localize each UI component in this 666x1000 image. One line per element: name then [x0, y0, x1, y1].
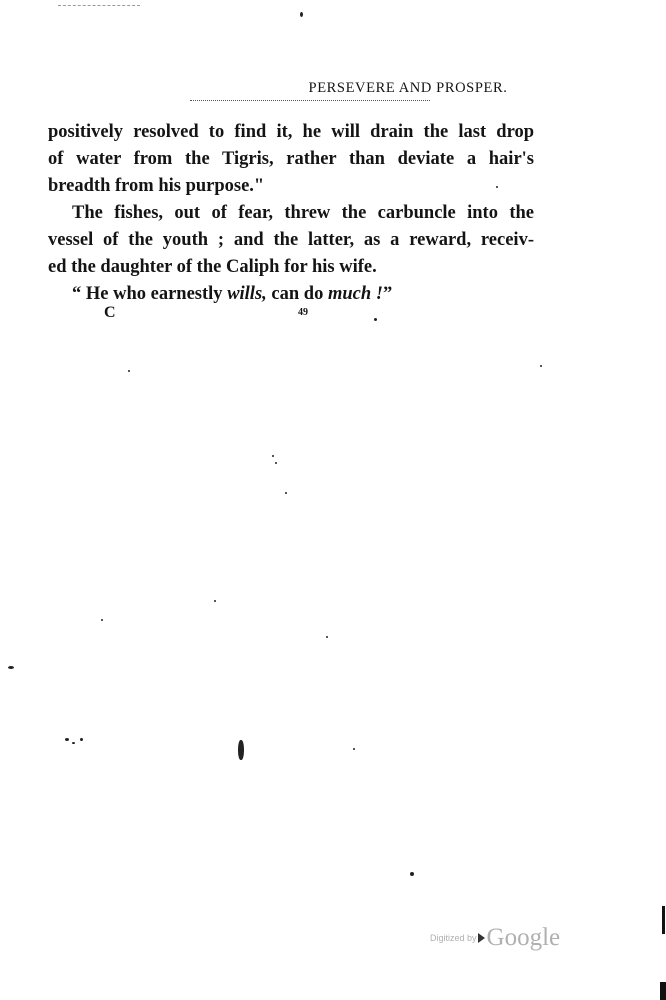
scan-speck — [353, 748, 355, 750]
quote-mid: can do — [266, 284, 328, 304]
scan-speck — [214, 600, 216, 602]
scan-speck — [128, 370, 130, 372]
signature-mark: C — [104, 304, 116, 321]
body-text — [48, 119, 534, 308]
scan-speck — [8, 666, 14, 669]
scan-speck — [410, 872, 414, 876]
scan-speck — [65, 738, 69, 741]
scan-speck — [275, 462, 277, 464]
p2-line-1: The fishes, out of fear, threw the carbuncle into the — [72, 203, 534, 223]
p1-line-1: positively resolved to find it, he will drain the last drop — [48, 122, 534, 142]
digitized-watermark — [430, 924, 560, 952]
scan-speck — [238, 740, 244, 760]
p1-line-2: of water from the Tigris, rather than deviate a hair's — [48, 149, 534, 169]
scan-speck — [80, 738, 83, 741]
page-number: 49 — [298, 307, 308, 318]
scan-edge-mark — [662, 906, 665, 934]
p2-line-2: vessel of the youth ; and the latter, as a reward, receiv- — [48, 230, 534, 250]
top-edge-rule — [58, 5, 140, 6]
scan-speck — [285, 492, 287, 494]
scan-speck — [374, 318, 377, 321]
signature-row — [0, 304, 666, 328]
scan-speck — [72, 742, 75, 744]
watermark-arrow-icon — [478, 933, 485, 943]
scan-speck — [540, 365, 542, 367]
watermark-logo-text: Google — [486, 924, 561, 951]
watermark-small-text: Digitized by — [430, 933, 477, 943]
quote-pre: “ He who earnestly — [72, 284, 228, 304]
running-head: PERSEVERE AND PROSPER. — [308, 80, 508, 96]
scan-speck — [272, 455, 274, 457]
quote-post: ” — [382, 284, 393, 304]
scan-speck — [101, 619, 103, 621]
quote-emph-much: much ! — [327, 284, 383, 304]
scan-speck — [326, 636, 328, 638]
scan-speck — [496, 186, 498, 188]
p2-line-3: ed the daughter of the Caliph for his wife. — [48, 257, 377, 277]
quote-emph-wills: wills, — [227, 284, 267, 304]
running-head-rule — [190, 100, 430, 101]
scan-speck — [300, 12, 303, 17]
scan-edge-mark — [660, 982, 666, 1000]
p1-line-3: breadth from his purpose." — [48, 176, 265, 196]
